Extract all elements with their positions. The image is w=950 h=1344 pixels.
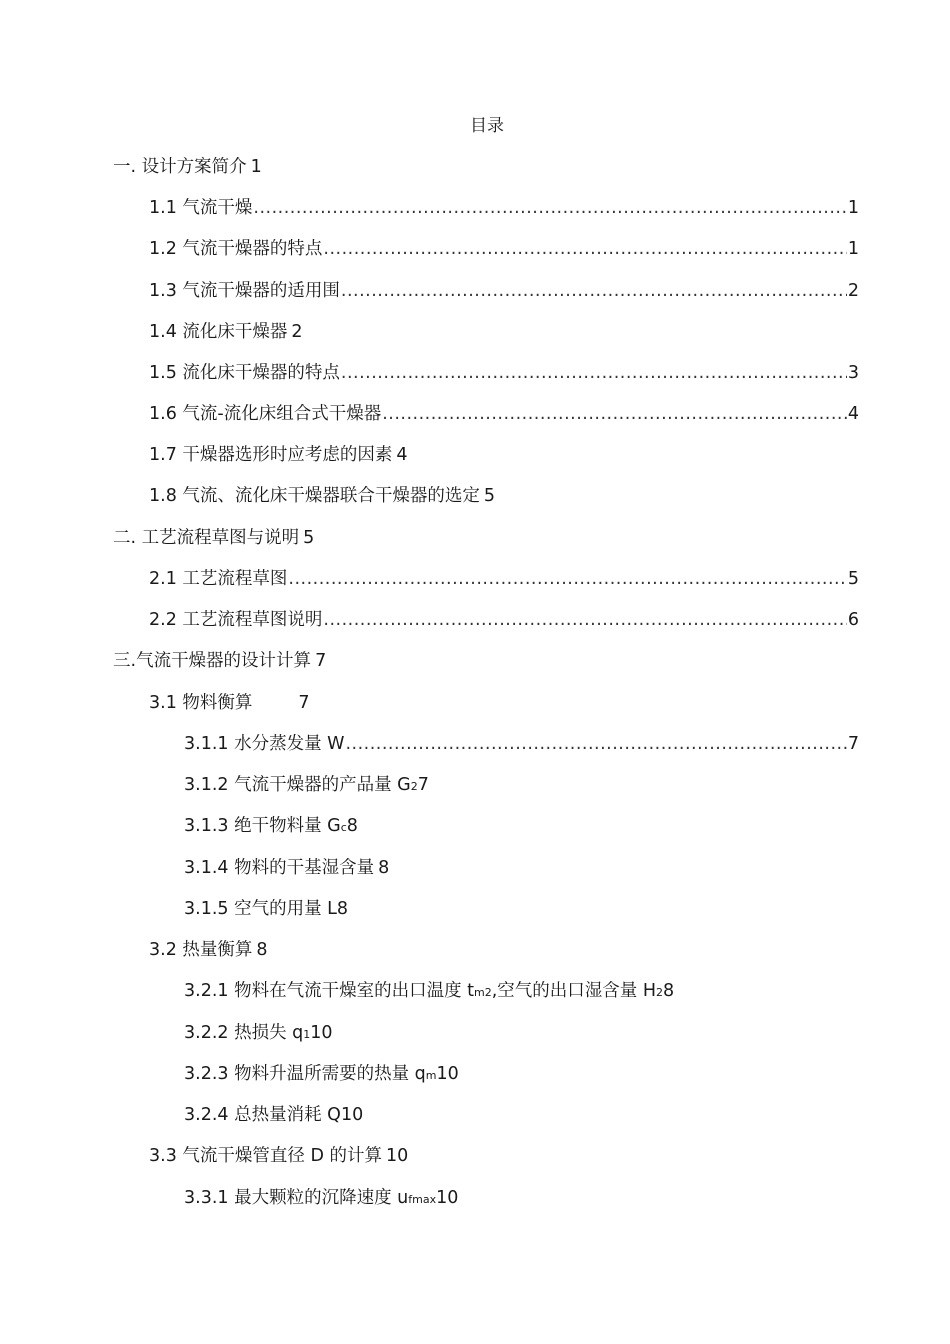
- toc-entry-label: 2.2 工艺流程草图说明: [149, 610, 323, 630]
- toc-entry[interactable]: [149, 360, 859, 386]
- dot-leader: [345, 731, 846, 757]
- toc-entry-page: 1: [847, 239, 859, 259]
- toc-entry-label: 1.6 气流-流化床组合式干燥器: [149, 404, 382, 424]
- toc-entry[interactable]: [113, 154, 262, 180]
- toc-entry[interactable]: [149, 607, 859, 633]
- toc-entry[interactable]: [184, 855, 389, 881]
- toc-entry-page: 3: [847, 363, 859, 383]
- toc-entry[interactable]: [149, 278, 859, 304]
- toc-entry-page: 10: [310, 1023, 333, 1043]
- toc-entry-page: 5: [483, 486, 496, 506]
- toc-entry-label: 1.4 流化床干燥器: [149, 322, 288, 342]
- toc-entry-label: 3.1.4 物料的干基湿含量: [184, 858, 375, 878]
- dot-leader: [341, 278, 847, 304]
- toc-entry-label: 3.3 气流干燥管直径 D 的计算: [149, 1146, 382, 1166]
- toc-entry-page: 10: [436, 1064, 459, 1084]
- toc-entry[interactable]: 3.2.2 热损失 q 1 10: [184, 1020, 333, 1046]
- toc-entry[interactable]: [184, 731, 859, 757]
- toc-entry-page: 5: [847, 569, 859, 589]
- dot-leader: [323, 607, 846, 633]
- toc-entry[interactable]: [184, 1102, 363, 1128]
- toc-entry-label: 3.3.1 最大颗粒的沉降速度 u: [184, 1188, 409, 1208]
- toc-entry[interactable]: [113, 648, 326, 674]
- toc-entry[interactable]: [149, 1143, 408, 1169]
- toc-entry-page: 6: [847, 610, 859, 630]
- toc-entry[interactable]: [149, 937, 268, 963]
- toc-entry[interactable]: 3.1.3 绝干物料量 G c 8: [184, 813, 358, 839]
- toc-entry-label: 1.3 气流干燥器的适用围: [149, 281, 340, 301]
- dot-leader: [382, 401, 847, 427]
- toc-entry-label: 2.1 工艺流程草图: [149, 569, 288, 589]
- toc-entry-page: 8: [378, 858, 390, 878]
- toc-entry[interactable]: 3.2.3 物料升温所需要的热量 q m 10: [184, 1061, 459, 1087]
- toc-entry-page: 1: [250, 157, 262, 177]
- toc-entry-label: 3.1.2 气流干燥器的产品量 G: [184, 775, 411, 795]
- toc-entry[interactable]: [149, 319, 303, 345]
- toc-entry-label: 二. 工艺流程草图与说明: [113, 528, 300, 548]
- toc-entry-page: 1: [847, 198, 859, 218]
- toc-entry-label-continued: ,空气的出口湿含量 H: [491, 981, 657, 1001]
- toc-entry[interactable]: [149, 236, 859, 262]
- toc-entry[interactable]: [149, 690, 310, 716]
- toc-entry-page: 7: [417, 775, 429, 795]
- toc-entry-page: 4: [847, 404, 859, 424]
- toc-entry-label: 3.1.5 空气的用量 L: [184, 899, 337, 919]
- toc-entry-label: 3.1 物料衡算: [149, 693, 253, 713]
- toc-entry-label: 三.气流干燥器的设计计算: [113, 651, 312, 671]
- toc-entry-page: 7: [847, 734, 859, 754]
- toc-entry[interactable]: [113, 525, 314, 551]
- toc-entry-page: 2: [291, 322, 303, 342]
- toc-entry-label: 一. 设计方案简介: [113, 157, 247, 177]
- toc-entry-label: 3.2 热量衡算: [149, 940, 253, 960]
- toc-entry-label: 1.1 气流干燥: [149, 198, 253, 218]
- toc-entry[interactable]: [184, 896, 348, 922]
- toc-entry-page: 8: [256, 940, 268, 960]
- toc-entry-page: 4: [396, 445, 408, 465]
- dot-leader: [253, 195, 846, 221]
- toc-entry-label: 1.8 气流、流化床干燥器联合干燥器的选定: [149, 486, 480, 506]
- toc-entry[interactable]: 3.3.1 最大颗粒的沉降速度 u fmax 10: [184, 1185, 458, 1211]
- toc-entry[interactable]: [149, 442, 408, 468]
- toc-entry-page: 10: [340, 1105, 364, 1125]
- toc-entry-page: 7: [315, 651, 327, 671]
- toc-entry-label: 1.5 流化床干燥器的特点: [149, 363, 340, 383]
- toc-entry-page: 5: [303, 528, 315, 548]
- toc-entry-label: 3.1.1 水分蒸发量 W: [184, 734, 345, 754]
- toc-title: 目录: [470, 116, 504, 136]
- toc-entry-page: 8: [663, 981, 675, 1001]
- toc-entry-page: 10: [436, 1188, 459, 1208]
- toc-entry-label: 1.2 气流干燥器的特点: [149, 239, 323, 259]
- toc-entry[interactable]: [149, 195, 859, 221]
- dot-leader: [323, 236, 846, 262]
- toc-entry-label: 3.2.1 物料在气流干燥室的出口温度 t: [184, 981, 475, 1001]
- toc-entry-label: 3.2.2 热损失 q: [184, 1023, 304, 1043]
- dot-leader: [288, 566, 846, 592]
- toc-entry[interactable]: [149, 401, 859, 427]
- toc-entry[interactable]: [149, 566, 859, 592]
- toc-entry-label: 3.2.3 物料升温所需要的热量 q: [184, 1064, 426, 1084]
- toc-entry-page: 2: [847, 281, 859, 301]
- dot-leader: [341, 360, 847, 386]
- toc-entry-page: 7: [298, 693, 310, 713]
- toc-entry-page: 8: [346, 816, 358, 836]
- toc-entry-page: 10: [386, 1146, 409, 1166]
- toc-entry-label: 3.1.3 绝干物料量 G: [184, 816, 341, 836]
- toc-entry-label: 1.7 干燥器选形时应考虑的因素: [149, 445, 393, 465]
- toc-entry[interactable]: 3.1.2 气流干燥器的产品量 G 2 7: [184, 772, 429, 798]
- toc-entry-label: 3.2.4 总热量消耗 Q: [184, 1105, 341, 1125]
- toc-entry[interactable]: 3.2.1 物料在气流干燥室的出口温度 t m2 ,空气的出口湿含量 H 2 8: [184, 978, 674, 1004]
- toc-entry[interactable]: [149, 483, 495, 509]
- toc-entry-page: 8: [336, 899, 349, 919]
